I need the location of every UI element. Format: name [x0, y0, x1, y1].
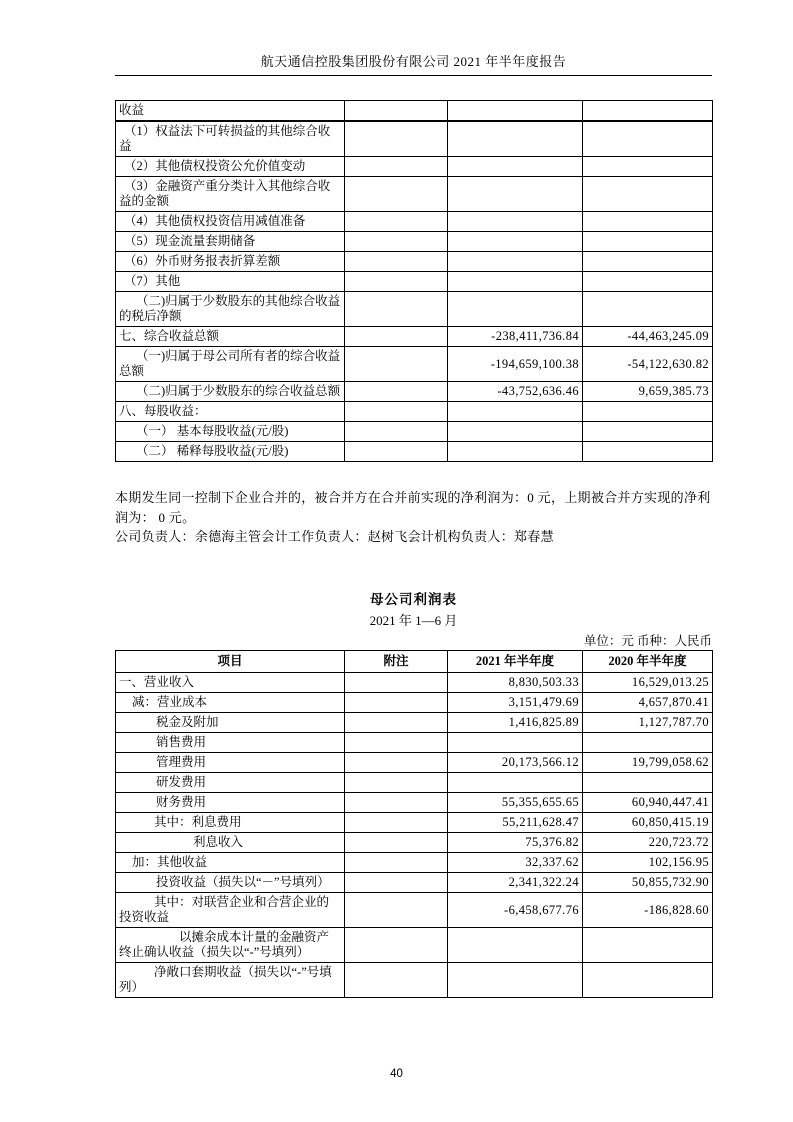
page-header — [115, 54, 712, 76]
note-cell — [345, 893, 448, 928]
value-2021-cell: -194,659,100.38 — [448, 347, 583, 382]
income-statement-table-body — [116, 673, 713, 998]
table-row — [116, 733, 713, 753]
note-cell — [345, 327, 448, 347]
item-cell: 减：营业成本 — [116, 693, 345, 713]
value-2020-cell: -54,122,630.82 — [583, 347, 713, 382]
value-2020-cell — [583, 121, 713, 157]
merger-note-text: 本期发生同一控制下企业合并的，被合并方在合并前实现的净利润为：0 元，上期被合并方实现的净利润为： 0 元。 — [115, 490, 711, 525]
value-2020-cell: 9,659,385.73 — [583, 382, 713, 402]
value-2021-cell: -43,752,636.46 — [448, 382, 583, 402]
table-row — [116, 873, 713, 893]
income-statement-period: 2021 年 1—6 月 — [369, 613, 458, 628]
value-2020-cell — [583, 292, 713, 327]
note-cell — [345, 101, 448, 122]
value-2020-cell: -186,828.60 — [583, 893, 713, 928]
notes-block — [115, 488, 712, 547]
table-row — [116, 813, 713, 833]
item-cell: 八、每股收益： — [116, 402, 345, 422]
note-cell — [345, 833, 448, 853]
note-cell — [345, 773, 448, 793]
item-cell: 以摊余成本计量的金融资产终止确认收益（损失以“-”号填列） — [116, 928, 345, 963]
note-cell — [345, 733, 448, 753]
table-row — [116, 893, 713, 928]
value-2020-cell — [583, 402, 713, 422]
item-cell: 一、营业收入 — [116, 673, 345, 693]
value-2020-cell — [583, 101, 713, 122]
value-2021-cell — [448, 212, 583, 232]
table-row — [116, 327, 713, 347]
table-row — [116, 713, 713, 733]
note-cell — [345, 963, 448, 998]
table-row — [116, 347, 713, 382]
report-header-title: 航天通信控股集团股份有限公司 2021 年半年度报告 — [260, 54, 567, 69]
value-2020-cell: 50,855,732.90 — [583, 873, 713, 893]
note-cell — [345, 442, 448, 462]
note-cell — [345, 402, 448, 422]
item-cell: 管理费用 — [116, 753, 345, 773]
value-2020-cell: 60,940,447.41 — [583, 793, 713, 813]
value-2021-cell: 8,830,503.33 — [448, 673, 583, 693]
item-cell: 销售费用 — [116, 733, 345, 753]
table-row — [116, 157, 713, 177]
value-2021-cell — [448, 121, 583, 157]
table-row — [116, 833, 713, 853]
value-2020-cell: 220,723.72 — [583, 833, 713, 853]
table-row — [116, 793, 713, 813]
value-2021-cell: 1,416,825.89 — [448, 713, 583, 733]
value-2020-cell: 102,156.95 — [583, 853, 713, 873]
item-cell: （2）其他债权投资公允价值变动 — [116, 157, 345, 177]
value-2020-cell — [583, 232, 713, 252]
table-row — [116, 382, 713, 402]
item-cell: 税金及附加 — [116, 713, 345, 733]
value-2020-cell — [583, 422, 713, 442]
table-row — [116, 753, 713, 773]
value-2020-cell — [583, 442, 713, 462]
column-header: 附注 — [345, 651, 448, 673]
item-cell: 财务费用 — [116, 793, 345, 813]
value-2021-cell: -6,458,677.76 — [448, 893, 583, 928]
item-cell: 七、综合收益总额 — [116, 327, 345, 347]
note-cell — [345, 928, 448, 963]
page-number: 40 — [390, 1068, 403, 1080]
value-2020-cell: 60,850,415.19 — [583, 813, 713, 833]
table-row — [116, 272, 713, 292]
value-2020-cell — [583, 272, 713, 292]
value-2021-cell — [448, 773, 583, 793]
value-2020-cell: -44,463,245.09 — [583, 327, 713, 347]
item-cell: 加：其他收益 — [116, 853, 345, 873]
column-header: 2021 年半年度 — [448, 651, 583, 673]
note-cell — [345, 252, 448, 272]
value-2020-cell — [583, 963, 713, 998]
item-cell: （二） 稀释每股收益(元/股) — [116, 442, 345, 462]
item-cell: （5）现金流量套期储备 — [116, 232, 345, 252]
value-2021-cell — [448, 252, 583, 272]
value-2020-cell — [583, 212, 713, 232]
note-cell — [345, 873, 448, 893]
column-header: 2020 年半年度 — [583, 651, 713, 673]
item-cell: 投资收益（损失以“－”号填列） — [116, 873, 345, 893]
table-row — [116, 402, 713, 422]
comprehensive-income-table-body — [116, 101, 713, 462]
table-row — [116, 963, 713, 998]
item-cell: 收益 — [116, 101, 345, 122]
value-2021-cell — [448, 402, 583, 422]
value-2021-cell: 55,211,628.47 — [448, 813, 583, 833]
value-2020-cell — [583, 773, 713, 793]
item-cell: 研发费用 — [116, 773, 345, 793]
value-2020-cell: 4,657,870.41 — [583, 693, 713, 713]
value-2021-cell: 2,341,322.24 — [448, 873, 583, 893]
column-header: 项目 — [116, 651, 345, 673]
value-2021-cell — [448, 272, 583, 292]
note-cell — [345, 382, 448, 402]
note-cell — [345, 347, 448, 382]
note-cell — [345, 793, 448, 813]
value-2021-cell — [448, 101, 583, 122]
table-row — [116, 121, 713, 157]
value-2021-cell — [448, 292, 583, 327]
table-row — [116, 773, 713, 793]
item-cell: （二)归属于少数股东的综合收益总额 — [116, 382, 345, 402]
signatories-text: 公司负责人：余德海主管会计工作负责人：赵树飞会计机构负责人：郑春慧 — [115, 529, 554, 544]
item-cell: 利息收入 — [116, 833, 345, 853]
note-cell — [345, 422, 448, 442]
table-row — [116, 673, 713, 693]
item-cell: 净敞口套期收益（损失以“-”号填列） — [116, 963, 345, 998]
table-row — [116, 292, 713, 327]
value-2021-cell — [448, 422, 583, 442]
unit-currency-line: 单位：元 币种：人民币 — [583, 634, 712, 648]
note-cell — [345, 292, 448, 327]
item-cell: （4）其他债权投资信用减值准备 — [116, 212, 345, 232]
income-statement-title: 母公司利润表 — [370, 592, 457, 607]
note-cell — [345, 157, 448, 177]
table-row — [116, 212, 713, 232]
value-2021-cell — [448, 963, 583, 998]
item-cell: （1）权益法下可转损益的其他综合收益 — [116, 121, 345, 157]
value-2021-cell: 55,355,655.65 — [448, 793, 583, 813]
value-2021-cell — [448, 157, 583, 177]
table-row — [116, 853, 713, 873]
note-cell — [345, 177, 448, 212]
note-cell — [345, 121, 448, 157]
table-row — [116, 101, 713, 122]
value-2021-cell: 32,337.62 — [448, 853, 583, 873]
header-divider — [115, 75, 712, 76]
value-2020-cell — [583, 733, 713, 753]
item-cell: （7）其他 — [116, 272, 345, 292]
note-cell — [345, 693, 448, 713]
value-2020-cell: 16,529,013.25 — [583, 673, 713, 693]
header-row — [116, 651, 713, 673]
item-cell: （二)归属于少数股东的其他综合收益的税后净额 — [116, 292, 345, 327]
item-cell: 其中：对联营企业和合营企业的投资收益 — [116, 893, 345, 928]
table-row — [116, 177, 713, 212]
value-2020-cell — [583, 928, 713, 963]
note-cell — [345, 232, 448, 252]
value-2020-cell: 1,127,787.70 — [583, 713, 713, 733]
note-cell — [345, 853, 448, 873]
item-cell: （一)归属于母公司所有者的综合收益总额 — [116, 347, 345, 382]
value-2021-cell — [448, 232, 583, 252]
value-2021-cell — [448, 733, 583, 753]
comprehensive-income-table — [115, 100, 713, 462]
value-2021-cell — [448, 442, 583, 462]
table-row — [116, 442, 713, 462]
table-row — [116, 252, 713, 272]
table-row — [116, 422, 713, 442]
value-2021-cell — [448, 928, 583, 963]
income-statement-header-row — [116, 651, 713, 673]
item-cell: （3）金融资产重分类计入其他综合收益的金额 — [116, 177, 345, 212]
note-cell — [345, 673, 448, 693]
value-2020-cell — [583, 157, 713, 177]
parent-company-income-statement-table — [115, 650, 713, 998]
table-row — [116, 928, 713, 963]
item-cell: 其中：利息费用 — [116, 813, 345, 833]
table-row — [116, 693, 713, 713]
value-2021-cell — [448, 177, 583, 212]
note-cell — [345, 212, 448, 232]
value-2021-cell: 75,376.82 — [448, 833, 583, 853]
value-2020-cell — [583, 252, 713, 272]
note-cell — [345, 713, 448, 733]
table-row — [116, 232, 713, 252]
note-cell — [345, 813, 448, 833]
value-2020-cell: 19,799,058.62 — [583, 753, 713, 773]
item-cell: （6）外币财务报表折算差额 — [116, 252, 345, 272]
note-cell — [345, 753, 448, 773]
value-2021-cell: -238,411,736.84 — [448, 327, 583, 347]
item-cell: （一） 基本每股收益(元/股) — [116, 422, 345, 442]
value-2020-cell — [583, 177, 713, 212]
value-2021-cell: 3,151,479.69 — [448, 693, 583, 713]
value-2021-cell: 20,173,566.12 — [448, 753, 583, 773]
note-cell — [345, 272, 448, 292]
